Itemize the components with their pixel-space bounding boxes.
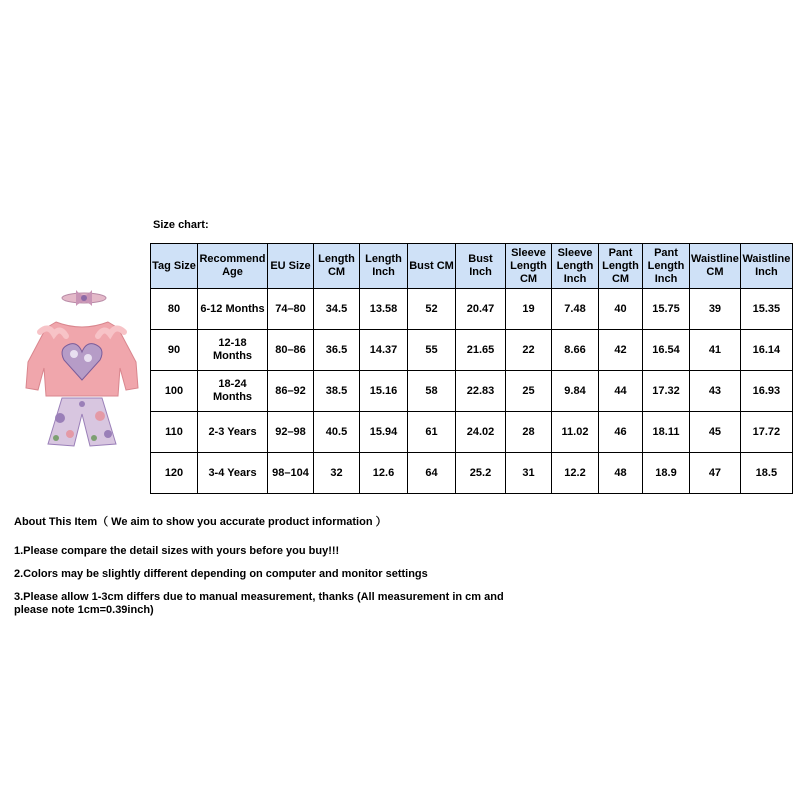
table-cell: 3-4 Years <box>198 453 268 494</box>
table-cell: 46 <box>599 412 643 453</box>
table-cell: 12-18 Months <box>198 330 268 371</box>
sweatshirt-icon <box>26 322 138 396</box>
table-cell: 80–86 <box>268 330 314 371</box>
table-cell: 80 <box>151 289 198 330</box>
table-cell: 11.02 <box>552 412 599 453</box>
column-header: Length Inch <box>360 244 408 289</box>
column-header: Sleeve Length CM <box>506 244 552 289</box>
table-cell: 18.5 <box>740 453 792 494</box>
table-cell: 2-3 Years <box>198 412 268 453</box>
table-cell: 48 <box>599 453 643 494</box>
note-measurement-tolerance: 3.Please allow 1-3cm differs due to manual measurement, thanks (All measurement in cm and please note 1cm=0.39inch) <box>14 591 504 616</box>
table-cell: 90 <box>151 330 198 371</box>
table-cell: 34.5 <box>314 289 360 330</box>
table-row <box>151 412 793 453</box>
column-header: Bust CM <box>408 244 456 289</box>
column-header: Waistline CM <box>690 244 741 289</box>
column-header: Pant Length Inch <box>643 244 690 289</box>
table-cell: 15.94 <box>360 412 408 453</box>
table-header-row <box>151 244 793 289</box>
table-cell: 17.72 <box>740 412 792 453</box>
table-cell: 22 <box>506 330 552 371</box>
table-cell: 16.14 <box>740 330 792 371</box>
column-header: Sleeve Length Inch <box>552 244 599 289</box>
size-chart-label: Size chart: <box>153 219 209 231</box>
table-cell: 25 <box>506 371 552 412</box>
table-cell: 43 <box>690 371 741 412</box>
table-cell: 47 <box>690 453 741 494</box>
table-cell: 7.48 <box>552 289 599 330</box>
table-cell: 14.37 <box>360 330 408 371</box>
table-cell: 40 <box>599 289 643 330</box>
table-cell: 15.75 <box>643 289 690 330</box>
table-cell: 19 <box>506 289 552 330</box>
column-header: EU Size <box>268 244 314 289</box>
headband-icon <box>62 290 106 306</box>
table-cell: 38.5 <box>314 371 360 412</box>
table-cell: 15.16 <box>360 371 408 412</box>
table-row <box>151 453 793 494</box>
baby-outfit-photo-icon <box>18 288 144 448</box>
about-item-title: About This Item（ We aim to show you accurate product information ） <box>14 516 387 528</box>
table-cell: 100 <box>151 371 198 412</box>
table-cell: 98–104 <box>268 453 314 494</box>
table-cell: 16.93 <box>740 371 792 412</box>
table-cell: 20.47 <box>456 289 506 330</box>
table-cell: 41 <box>690 330 741 371</box>
table-cell: 16.54 <box>643 330 690 371</box>
table-cell: 17.32 <box>643 371 690 412</box>
table-row <box>151 289 793 330</box>
table-cell: 22.83 <box>456 371 506 412</box>
table-row <box>151 330 793 371</box>
table-cell: 12.2 <box>552 453 599 494</box>
table-cell: 21.65 <box>456 330 506 371</box>
table-row <box>151 371 793 412</box>
table-cell: 39 <box>690 289 741 330</box>
table-cell: 6-12 Months <box>198 289 268 330</box>
table-cell: 31 <box>506 453 552 494</box>
column-header: Pant Length CM <box>599 244 643 289</box>
table-cell: 8.66 <box>552 330 599 371</box>
column-header: Recommend Age <box>198 244 268 289</box>
table-cell: 15.35 <box>740 289 792 330</box>
table-cell: 36.5 <box>314 330 360 371</box>
table-cell: 55 <box>408 330 456 371</box>
table-cell: 44 <box>599 371 643 412</box>
table-cell: 61 <box>408 412 456 453</box>
note-compare-sizes: 1.Please compare the detail sizes with yours before you buy!!! <box>14 545 340 557</box>
table-cell: 45 <box>690 412 741 453</box>
table-cell: 52 <box>408 289 456 330</box>
table-cell: 92–98 <box>268 412 314 453</box>
table-cell: 32 <box>314 453 360 494</box>
table-cell: 28 <box>506 412 552 453</box>
table-cell: 18-24 Months <box>198 371 268 412</box>
table-cell: 18.11 <box>643 412 690 453</box>
column-header: Bust Inch <box>456 244 506 289</box>
size-chart-table <box>150 243 793 494</box>
floral-pants-icon <box>48 398 116 446</box>
table-cell: 42 <box>599 330 643 371</box>
table-cell: 110 <box>151 412 198 453</box>
column-header: Waistline Inch <box>740 244 792 289</box>
table-cell: 13.58 <box>360 289 408 330</box>
table-cell: 40.5 <box>314 412 360 453</box>
table-cell: 74–80 <box>268 289 314 330</box>
column-header: Tag Size <box>151 244 198 289</box>
table-cell: 58 <box>408 371 456 412</box>
table-cell: 25.2 <box>456 453 506 494</box>
column-header: Length CM <box>314 244 360 289</box>
table-cell: 120 <box>151 453 198 494</box>
table-cell: 24.02 <box>456 412 506 453</box>
table-cell: 9.84 <box>552 371 599 412</box>
note-color-difference: 2.Colors may be slightly different depending on computer and monitor settings <box>14 568 428 580</box>
table-cell: 64 <box>408 453 456 494</box>
table-cell: 86–92 <box>268 371 314 412</box>
table-cell: 12.6 <box>360 453 408 494</box>
table-cell: 18.9 <box>643 453 690 494</box>
